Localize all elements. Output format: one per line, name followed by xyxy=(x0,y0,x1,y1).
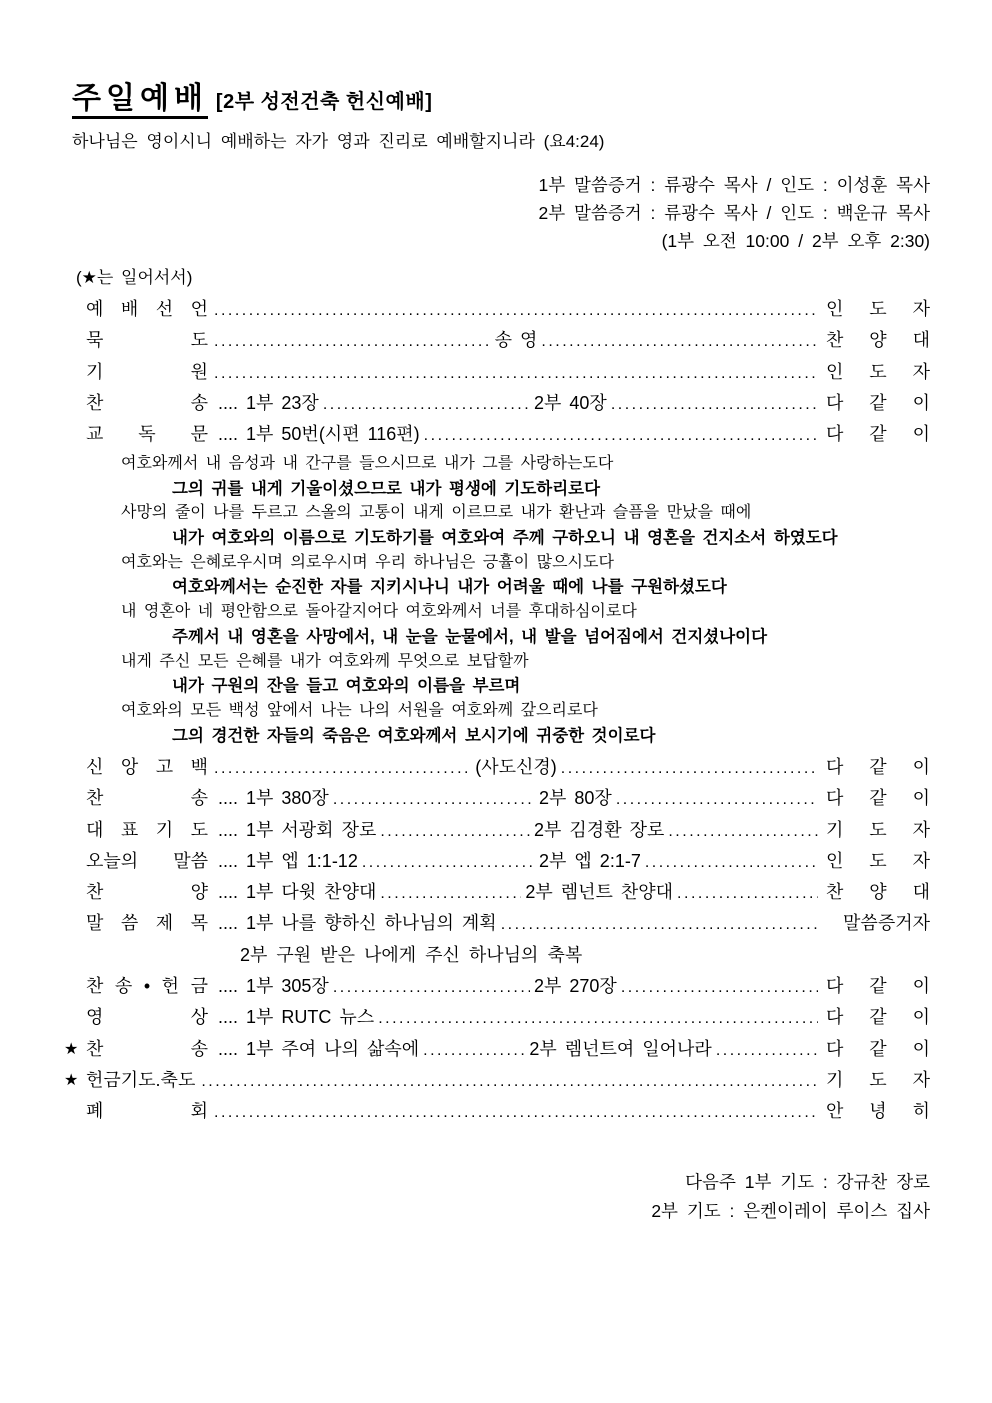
reading-line-leader: 사망의 줄이 나를 두르고 스올의 고통이 내게 이르므로 내가 환난과 슬픔을 만났을 때에 xyxy=(121,504,752,522)
order-item-label: 기 원 xyxy=(86,361,208,382)
order-item-detail: .... 1부 23장 xyxy=(218,392,319,413)
reading-line-leader: 여호와의 모든 백성 앞에서 나는 나의 서원을 여호와께 갚으리로다 xyxy=(121,701,598,719)
reading-line-leader: 내 영혼아 네 평안함으로 돌아갈지어다 여호와께서 너를 후대하심이로다 xyxy=(121,603,637,621)
order-item-detail: .... 1부 RUTC 뉴스 xyxy=(218,1007,375,1028)
order-item-detail: .... 1부 서광회 장로 xyxy=(218,819,377,840)
dot-leader xyxy=(214,357,818,389)
page-title-tag: [2부 성전건축 헌신예배] xyxy=(215,91,433,113)
order-item-label: 묵 도 xyxy=(86,330,208,351)
order-item-label: 찬 양 xyxy=(86,882,208,903)
order-row xyxy=(0,388,992,419)
order-item-assignee: 다 같 이 xyxy=(826,976,930,997)
dot-leader xyxy=(561,752,818,784)
responsive-reading xyxy=(0,452,992,748)
footer-line: 다음주 1부 기도 : 강규찬 장로 xyxy=(685,1172,930,1192)
order-item-label: 헌금기도.축도 xyxy=(86,1069,196,1090)
order-item-middle xyxy=(214,1034,818,1066)
dot-leader xyxy=(214,325,491,357)
standing-star-icon: ★ xyxy=(64,1040,79,1058)
order-item-label: 신 앙 고 백 xyxy=(86,757,208,777)
dot-leader xyxy=(380,877,521,909)
order-row xyxy=(0,846,992,877)
order-row xyxy=(0,815,992,846)
order-item-assignee: 다 같 이 xyxy=(826,788,930,809)
order-item-label: 찬 송 xyxy=(86,1038,208,1059)
dot-leader xyxy=(380,815,530,847)
order-item-label: 교 독 문 xyxy=(86,424,208,445)
order-item-middle xyxy=(214,388,818,420)
order-item-label: 찬 송 xyxy=(86,392,208,413)
order-item-assignee: 기 도 자 xyxy=(826,819,930,840)
reading-line-congregation: 그의 귀를 내게 기울이셨으므로 내가 평생에 기도하리로다 xyxy=(172,479,601,498)
order-item-label: 영 상 xyxy=(86,1007,208,1028)
order-item-detail: .... 1부 엡 1:1-12 xyxy=(218,850,358,871)
order-row xyxy=(0,357,992,388)
order-item-middle xyxy=(214,357,818,389)
order-item-detail: 2부 270장 xyxy=(534,976,617,997)
order-item-detail: (사도신경) xyxy=(475,757,557,777)
next-week-prayer-info xyxy=(651,1168,930,1226)
header-info-line: 1부 말씀증거 : 류광수 목사 / 인도 : 이성훈 목사 xyxy=(538,175,930,195)
order-item-detail: .... 1부 주여 나의 삶속에 xyxy=(218,1038,420,1059)
footer-line: 2부 기도 : 은켄이레이 루이스 집사 xyxy=(651,1201,930,1221)
dot-leader xyxy=(424,419,818,451)
order-item-middle xyxy=(214,846,818,878)
standing-note: (★는 일어서서) xyxy=(76,268,193,287)
order-item-middle xyxy=(201,1065,818,1097)
order-row xyxy=(0,325,992,356)
order-item-assignee: 다 같 이 xyxy=(826,424,930,445)
order-item-label: 오늘의 말씀 xyxy=(86,850,208,871)
dot-leader xyxy=(214,1096,818,1128)
order-item-assignee: 인 도 자 xyxy=(826,299,930,319)
dot-leader xyxy=(323,388,530,420)
order-row xyxy=(0,877,992,908)
dot-leader xyxy=(668,815,818,847)
dot-leader xyxy=(616,783,818,815)
dot-leader xyxy=(362,846,535,878)
dot-leader xyxy=(541,325,818,357)
reading-line-leader: 여호와는 은혜로우시며 의로우시며 우리 하나님은 긍휼이 많으시도다 xyxy=(121,553,614,571)
order-item-label: 폐 회 xyxy=(86,1101,208,1122)
order-item-middle xyxy=(214,783,818,815)
order-item-middle xyxy=(214,1002,818,1034)
order-row xyxy=(0,1065,992,1096)
order-item-assignee: 다 같 이 xyxy=(826,1038,930,1059)
standing-star-icon: ★ xyxy=(64,1071,79,1089)
order-item-label: 예 배 선 언 xyxy=(86,299,208,319)
order-item-label: 찬 송 • 헌 금 xyxy=(86,976,208,997)
order-item-middle xyxy=(214,294,818,326)
order-item-detail: 2부 김경환 장로 xyxy=(534,819,665,840)
order-item-detail: 2부 엡 2:1-7 xyxy=(539,850,641,871)
order-item-assignee: 찬 양 대 xyxy=(826,882,930,903)
dot-leader xyxy=(214,752,471,784)
dot-leader xyxy=(423,1034,525,1066)
dot-leader xyxy=(214,294,818,326)
order-item-detail: 2부 렘넌트 찬양대 xyxy=(525,882,674,903)
reading-line-leader: 여호와께서 내 음성과 내 간구를 들으시므로 내가 그를 사랑하는도다 xyxy=(121,455,614,472)
order-row xyxy=(0,294,992,325)
reading-line-congregation: 주께서 내 영혼을 사망에서, 내 눈을 눈물에서, 내 발을 넘어짐에서 건지셨나이다 xyxy=(172,627,768,646)
dot-leader xyxy=(645,846,818,878)
reading-line-congregation: 내가 구원의 잔을 들고 여호와의 이름을 부르며 xyxy=(172,677,521,696)
order-item-assignee: 다 같 이 xyxy=(826,757,930,777)
order-item-detail: .... 1부 나를 향하신 하나님의 계획 xyxy=(218,913,497,934)
dot-leader xyxy=(333,971,530,1003)
order-item-detail: 2부 40장 xyxy=(534,392,607,413)
order-item-middle xyxy=(214,419,818,451)
order-row xyxy=(0,752,992,783)
order-item-label: 말 씀 제 목 xyxy=(86,913,208,934)
header-info-line: 2부 말씀증거 : 류광수 목사 / 인도 : 백운규 목사 xyxy=(538,203,930,223)
dot-leader xyxy=(677,877,818,909)
order-item-label: 찬 송 xyxy=(86,788,208,809)
order-item-middle xyxy=(214,815,818,847)
dot-leader xyxy=(333,783,535,815)
order-item-assignee: 안 녕 히 xyxy=(826,1101,930,1122)
order-row xyxy=(0,971,992,1002)
order-item-middle xyxy=(214,877,818,909)
order-of-service-bottom xyxy=(0,752,992,1128)
reading-line-leader: 내게 주신 모든 은혜를 내가 여호와께 무엇으로 보답할까 xyxy=(121,652,529,670)
order-item-label: 대 표 기 도 xyxy=(86,819,208,840)
order-item-detail: .... 1부 다윗 찬양대 xyxy=(218,882,377,903)
dot-leader xyxy=(201,1065,818,1097)
order-item-detail: 2부 렘넌트여 일어나라 xyxy=(529,1038,712,1059)
order-item-middle xyxy=(214,325,818,357)
dot-leader xyxy=(621,971,818,1003)
order-item-detail: 송 영 xyxy=(494,330,538,351)
order-item-middle xyxy=(214,908,818,940)
title-block xyxy=(72,82,432,119)
order-item-middle xyxy=(214,971,818,1003)
dot-leader xyxy=(611,388,818,420)
dot-leader xyxy=(501,908,818,940)
page-title: 주일예배 xyxy=(72,82,208,119)
dot-leader xyxy=(716,1034,818,1066)
order-item-middle xyxy=(214,1096,818,1128)
order-row xyxy=(0,1096,992,1127)
sermon-title-part2-line: 2부 구원 받은 나에게 주신 하나님의 축복 xyxy=(240,944,583,965)
reading-line-congregation: 여호와께서는 순진한 자를 지키시나니 내가 어려울 때에 나를 구원하셨도다 xyxy=(172,578,727,597)
order-row xyxy=(0,1034,992,1065)
order-item-middle xyxy=(214,752,818,784)
order-item-detail: .... 1부 50번(시편 116편) xyxy=(218,424,420,445)
order-item-assignee: 다 같 이 xyxy=(826,1007,930,1028)
order-item-assignee: 다 같 이 xyxy=(826,392,930,413)
order-item-detail: .... 1부 305장 xyxy=(218,976,329,997)
order-row xyxy=(0,419,992,450)
order-row xyxy=(0,783,992,814)
service-leaders-info xyxy=(539,171,930,255)
reading-line-congregation: 내가 여호와의 이름으로 기도하기를 여호와여 주께 구하오니 내 영혼을 건지소서 하였도다 xyxy=(172,529,838,548)
order-item-assignee: 기 도 자 xyxy=(826,1069,930,1090)
order-of-service-top xyxy=(0,294,992,450)
order-item-assignee: 인 도 자 xyxy=(826,850,930,871)
order-item-assignee: 인 도 자 xyxy=(826,361,930,382)
header-info-line: (1부 오전 10:00 / 2부 오후 2:30) xyxy=(661,231,930,251)
order-item-detail: .... 1부 380장 xyxy=(218,788,329,809)
order-item-assignee: 찬 양 대 xyxy=(826,330,930,351)
dot-leader xyxy=(378,1002,818,1034)
order-item-detail: 2부 80장 xyxy=(539,788,612,809)
scripture-motto: 하나님은 영이시니 예배하는 자가 영과 진리로 예배할지니라 (요4:24) xyxy=(72,132,605,151)
reading-line-congregation: 그의 경건한 자들의 죽음은 여호와께서 보시기에 귀중한 것이로다 xyxy=(172,726,656,745)
order-row xyxy=(0,908,992,939)
order-item-assignee: 말씀증거자 xyxy=(843,913,930,934)
order-row xyxy=(0,1002,992,1033)
